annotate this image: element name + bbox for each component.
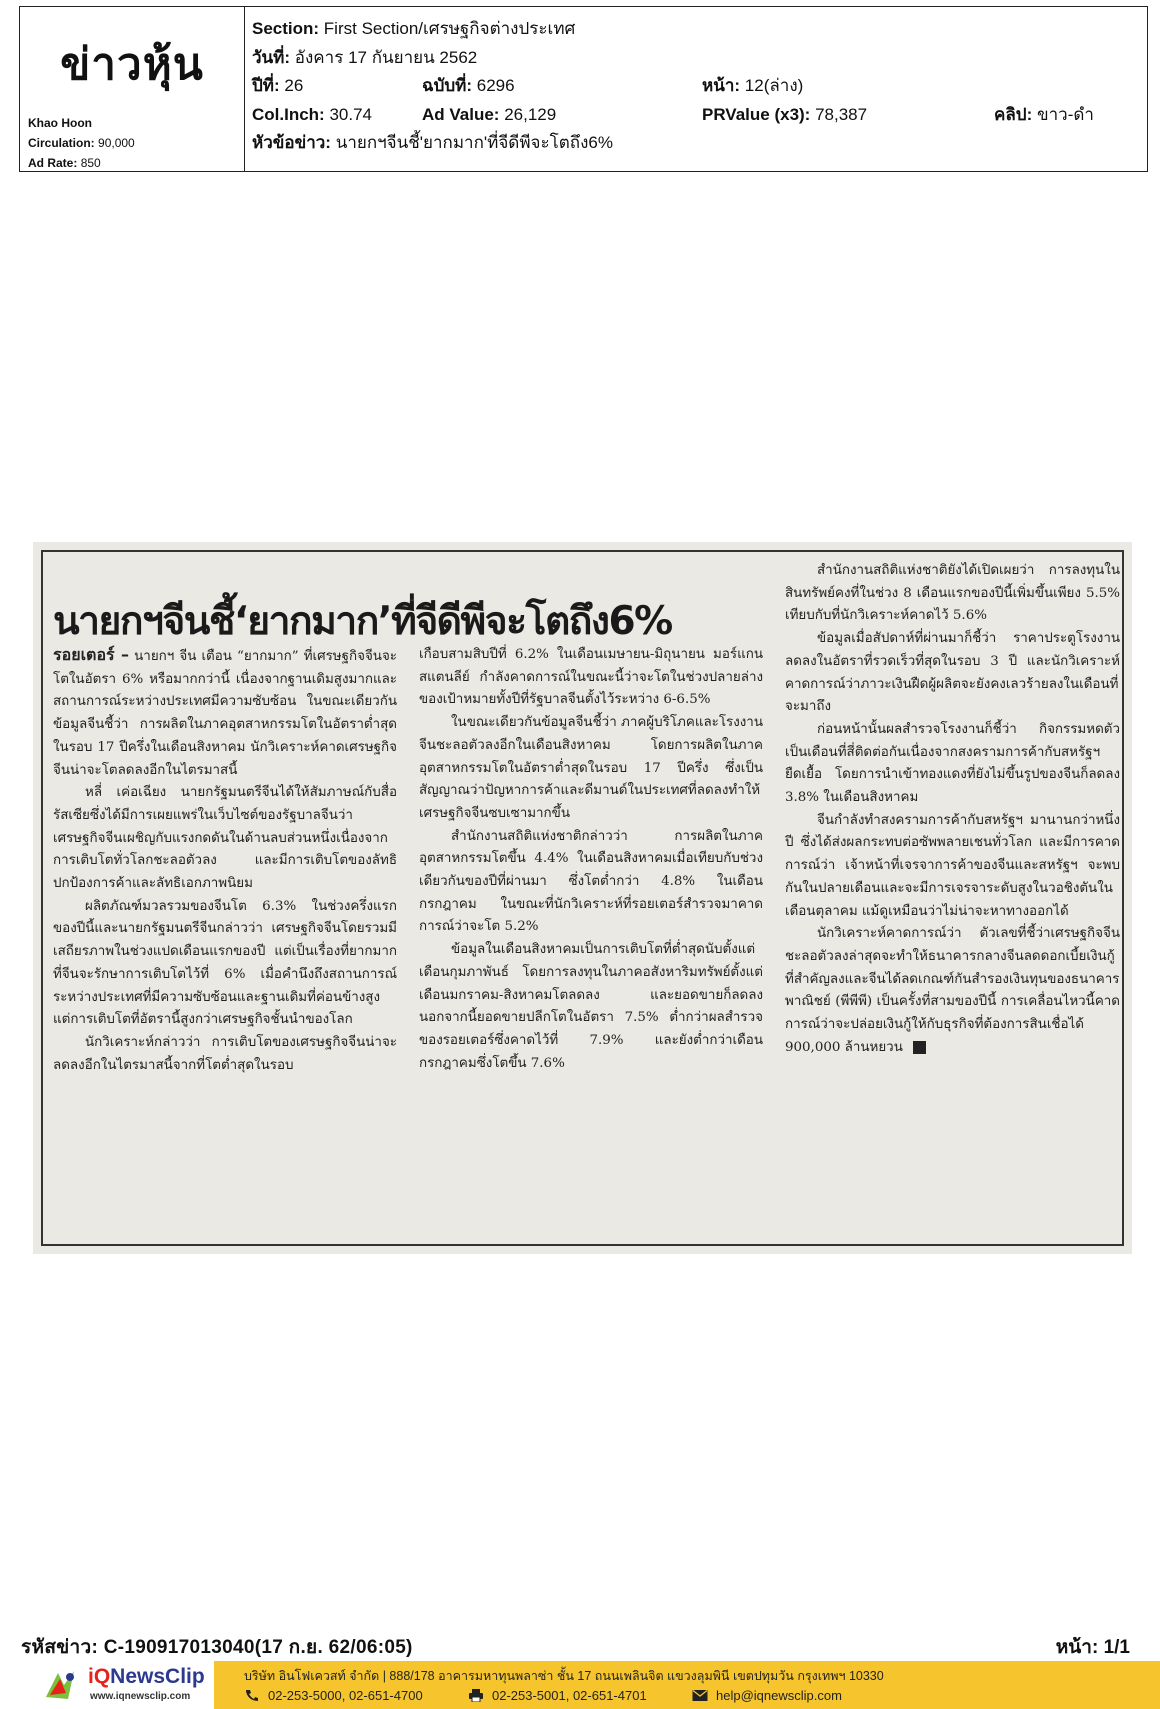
iqnewsclip-logo	[40, 1663, 220, 1707]
publication-name-en: Khao Hoon	[28, 116, 92, 130]
clipping-frame	[41, 550, 1124, 1246]
value-row	[252, 101, 1141, 130]
article-paragraph	[785, 923, 1120, 1059]
ad-rate-label: Ad Rate:	[28, 156, 78, 170]
colinch-value: 30.74	[329, 104, 372, 124]
phone-contact: 02-253-5000, 02-651-4700	[244, 1688, 423, 1703]
brand-url: www.iqnewsclip.com	[90, 1691, 191, 1702]
article-paragraph: ข้อมูลเมื่อสัปดาห์ที่ผ่านมาก็ชี้ว่า ราคาประตูโรงงานลดลงในอัตราที่รวดเร็วที่สุดในรอบ 3 ปี และนักวิเคราะห์คาดการณ์ว่าภาวะเงินฝืดผู้ผลิตจะยังคงเลวร้ายลงในเดือนที่จะมาถึง	[785, 631, 1120, 715]
end-mark-icon	[913, 1041, 926, 1054]
headline-value: นายกฯจีนชี้'ยากมาก'ที่จีดีพีจะโตถึง6%	[335, 133, 613, 152]
prvalue-label: PRValue (x3):	[702, 104, 811, 124]
paragraph-text: นายกฯ จีน เตือน “ยากมาก” ที่เศรษฐกิจจีนจะโตในอัตรา 6% หรือมากกว่านี้ เนื่องจากฐานเดิมสูงมากและสถานการณ์ระหว่างประเทศมีความซับซ้อน ในขณะเดียวกันข้อมูลจีนชี้ว่า การผลิตในภาคอุตสาหกรรมโตในอัตราต่ำสุดในรอบ 17 ปีครึ่งในเดือนสิงหาคม นักวิเคราะห์คาดเศรษฐกิจจีนน่าจะโตลดลงอีกในไตรมาสนี้	[53, 649, 397, 778]
article-column-2	[419, 644, 763, 1244]
phone-icon	[244, 1689, 260, 1702]
article-paragraph	[53, 644, 397, 782]
circulation-label: Circulation:	[28, 136, 95, 150]
news-code-value: C-190917013040(17 ก.ย. 62/06:05)	[103, 1637, 413, 1658]
section-label: Section:	[252, 19, 320, 38]
ad-rate-value: 850	[80, 156, 101, 170]
article-paragraph: สำนักงานสถิติแห่งชาติยังได้เปิดเผยว่า การลงทุนในสินทรัพย์คงที่ในช่วง 8 เดือนแรกของปีนี้เพิ่มขึ้นเพียง 5.5% เทียบกับที่นักวิเคราะห์คาดไว้ 5.6%	[785, 563, 1120, 624]
news-clipping	[33, 542, 1132, 1254]
article-paragraph: สำนักงานสถิติแห่งชาติกล่าวว่า การผลิตในภาคอุตสาหกรรมโตขึ้น 4.4% ในเดือนสิงหาคมเมื่อเทียบกับช่วงเดียวกันของปีที่ผ่านมา ซึ่งโตต่ำกว่า 4.8% ในเดือนกรกฎาคม ในขณะที่นักวิเคราะห์ที่รอยเตอร์สำรวจมาคาดการณ์ว่าจะโต 5.2%	[419, 828, 763, 935]
clip-info-header	[19, 6, 1148, 172]
fax-icon	[468, 1689, 484, 1702]
year-label: ปีที่:	[252, 76, 280, 95]
publication-name: ข่าวหุ้น	[60, 39, 204, 90]
section-value: First Section/เศรษฐกิจต่างประเทศ	[323, 19, 576, 38]
byline: รอยเตอร์ –	[53, 645, 130, 664]
issue-row	[252, 72, 1141, 101]
page-count	[1056, 1632, 1130, 1662]
headline-row	[252, 129, 1141, 158]
article-paragraph: เกือบสามสิบปีที่ 6.2% ในเดือนเมษายน-มิถุนายน มอร์แกน สแตนลีย์ กำลังคาดการณ์ในขณะนี้ว่าจะโตในช่วงปลายล่างของเป้าหมายทั้งปีที่รัฐบาลจีนตั้งไว้ระหว่าง 6-6.5%	[419, 647, 763, 708]
article-paragraph: ข้อมูลในเดือนสิงหาคมเป็นการเติบโตที่ต่ำสุดนับตั้งแต่เดือนกุมภาพันธ์ โดยการลงทุนในภาคอสังหาริมทรัพย์ตั้งแต่เดือนมกราคม-สิงหาคมโตลดลง และยอดขายก็ลดลง นอกจากนี้ยอดขายปลีกโตในอัตรา 7.5% ต่ำกว่าผลสำรวจของรอยเตอร์ซึ่งคาดไว้ที่ 7.9% และยังต่ำกว่าเดือนกรกฎาคมซึ่งโตขึ้น 7.6%	[419, 942, 763, 1071]
page-value: 12(ล่าง)	[744, 76, 804, 95]
advalue-value: 26,129	[504, 104, 557, 124]
issue-label: ฉบับที่:	[422, 76, 473, 95]
date-row	[252, 44, 1141, 73]
mail-icon	[692, 1689, 708, 1702]
article-headline: นายกฯจีนชี้‘ยากมาก’ที่จีดีพีจะโตถึง6%	[53, 599, 672, 644]
prvalue-value: 78,387	[815, 104, 868, 124]
year-value: 26	[284, 76, 304, 95]
contact-bar	[214, 1661, 1160, 1709]
email-contact[interactable]: help@iqnewsclip.com	[692, 1688, 842, 1703]
clip-type-value: ขาว-ดำ	[1036, 104, 1094, 124]
section-row	[252, 15, 1141, 44]
date-label: วันที่:	[252, 47, 291, 67]
clip-metadata	[252, 15, 1141, 158]
paragraph-text: นักวิเคราะห์คาดการณ์ว่า ตัวเลขที่ชี้ว่าเศรษฐกิจจีนชะลอตัวลงล่าสุดจะทำให้ธนาคารกลางจีนลดดอกเบี้ยเงินกู้ที่สำคัญลงและจีนได้ลดเกณฑ์กันสำรองเงินทุนของธนาคารพาณิชย์ (พีพีพี) เป็นครั้งที่สามของปีนี้ การเคลื่อนไหวนี้คาดการณ์ว่าจะปล่อยเงินกู้ให้กับธุรกิจที่ต้องการสินเชื่อได้ 900,000 ล้านหยวน	[785, 926, 1120, 1055]
issue-value: 6296	[476, 76, 515, 95]
article-paragraph: ในขณะเดียวกันข้อมูลจีนชี้ว่า ภาคผู้บริโภคและโรงงานจีนชะลอตัวลงอีกในเดือนสิงหาคม โดยการผลิตในภาคอุตสาหกรรมโตในอัตราต่ำสุดในรอบ 17 ปีครึ่ง ซึ่งเป็นสัญญาณว่าปัญหาการค้าและดีมานด์ในประเทศที่ลดลงทำให้เศรษฐกิจจีนซบเซามากขึ้น	[419, 715, 763, 821]
article-paragraph: หลี่ เค่อเฉียง นายกรัฐมนตรีจีนได้ให้สัมภาษณ์กับสื่อรัสเซียซึ่งได้มีการเผยแพร่ในเว็บไซต์ของรัฐบาลจีนว่า เศรษฐกิจจีนเผชิญกับแรงกดดันในด้านลบส่วนหนึ่งเนื่องจากการเติบโตทั่วโลกชะลอตัวลง และมีการเติบโตของลัทธิปกป้องการค้าและลัทธิเอกภาพนิยม	[53, 785, 397, 892]
article-paragraph: ผลิตภัณฑ์มวลรวมของจีนโต 6.3% ในช่วงครึ่งแรกของปีนี้และนายกรัฐมนตรีจีนกล่าวว่า เศรษฐกิจจีนโดยรวมมีเสถียรภาพในช่วงแปดเดือนแรกของปี แต่เป็นเรื่องที่ยากมากที่จีนจะรักษาการเติบโตไว้ที่ 6% เมื่อคำนึงถึงสถานการณ์ระหว่างประเทศที่มีความซับซ้อนและฐานเดิมที่ค่อนข้างสูงแต่การเติบโตที่อัตรานี้สูงกว่าเศรษฐกิจชั้นนำของโลก	[53, 898, 397, 1028]
advalue-label: Ad Value:	[422, 104, 500, 124]
colinch-label: Col.Inch:	[252, 104, 325, 124]
page-count-label: หน้า:	[1055, 1637, 1099, 1658]
news-code	[21, 1632, 413, 1662]
company-address: บริษัท อินโฟเควสท์ จำกัด | 888/178 อาคารมหาทุนพลาซ่า ชั้น 17 ถนนเพลินจิต แขวงลุมพินี เขตปทุมวัน กรุงเทพฯ 10330	[244, 1669, 884, 1683]
fax-contact: 02-253-5001, 02-651-4701	[468, 1688, 647, 1703]
headline-label: หัวข้อข่าว:	[252, 133, 331, 152]
clip-mark-icon	[42, 1667, 78, 1703]
article-paragraph: นักวิเคราะห์กล่าวว่า การเติบโตของเศรษฐกิจจีนน่าจะลดลงอีกในไตรมาสนี้จากที่โตต่ำสุดในรอบ	[53, 1034, 397, 1073]
article-paragraph: ก่อนหน้านั้นผลสำรวจโรงงานก็ชี้ว่า กิจกรรมหดตัวเป็นเดือนที่สี่ติดต่อกันเนื่องจากสงครามการค้ากับสหรัฐฯ ยืดเยื้อ โดยการนำเข้าทองแดงที่ยังไม่ขึ้นรูปของจีนก็ลดลง 3.8% ในเดือนสิงหาคม	[785, 721, 1120, 806]
page-count-value: 1/1	[1103, 1637, 1130, 1658]
clip-type-label: คลิป:	[994, 104, 1033, 124]
article-column-3	[785, 560, 1120, 1246]
date-value: อังคาร 17 กันยายน 2562	[294, 47, 478, 67]
publication-details	[28, 113, 135, 173]
article-column-1	[53, 644, 397, 1244]
news-code-label: รหัสข่าว:	[21, 1637, 99, 1658]
publication-panel	[20, 7, 245, 171]
article-paragraph: จีนกำลังทำสงครามการค้ากับสหรัฐฯ มานานกว่าหนึ่งปี ซึ่งได้ส่งผลกระทบต่อซัพพลายเชนทั่วโลก และมีการคาดการณ์ว่า เจ้าหน้าที่เจรจาการค้าของจีนและสหรัฐฯ จะพบกันในปลายเดือนและจะมีการเจรจาระดับสูงในวอชิงตันในเดือนตุลาคม แม้ดูเหมือนว่าไม่น่าจะหาทางออกได้	[785, 812, 1120, 919]
circulation-value: 90,000	[98, 136, 135, 150]
page-label: หน้า:	[702, 76, 741, 95]
brand-name: iQNewsClip	[88, 1665, 205, 1688]
